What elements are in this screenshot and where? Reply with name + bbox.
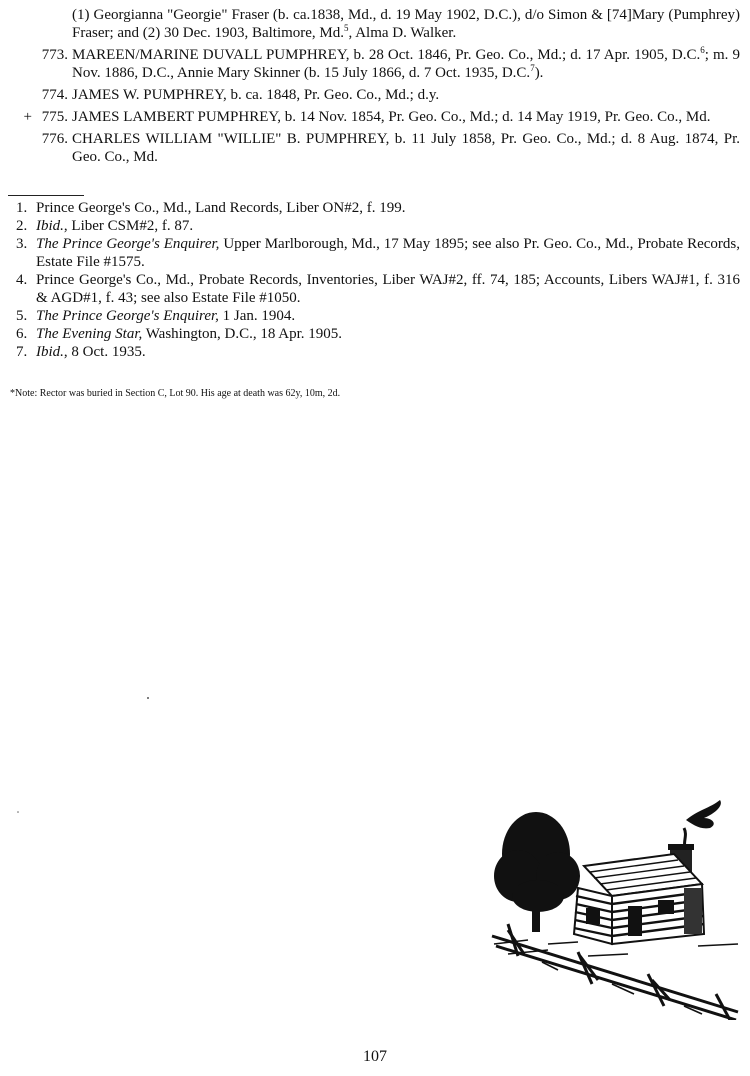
- text-run: ; m. 9 Nov. 1886, D.C., Annie Mary Skinner (b. 15 July 1866, d. 7 Oct. 1935, D.C.: [72, 47, 741, 81]
- text-run: JAMES LAMBERT PUMPHREY, b. 14 Nov. 1854, Pr. Geo. Co., Md.; d. 14 May 1919, Pr. Geo. Co., Md.: [72, 109, 711, 125]
- footnote-number: 7.: [16, 344, 28, 360]
- text-run: , Alma D. Walker.: [348, 25, 457, 41]
- italic-citation: The Prince George's Enquirer,: [36, 308, 219, 324]
- footnote-text: [36, 236, 740, 270]
- text-run: Washington, D.C., 18 Apr. 1905.: [142, 326, 343, 342]
- entry-number: 776.: [41, 131, 68, 147]
- footnote-reference: 5: [344, 23, 349, 33]
- entry-number: 774.: [41, 87, 68, 103]
- footnote-text: [36, 308, 295, 324]
- footnote-reference: 6: [700, 45, 705, 55]
- footnote-number: 4.: [16, 272, 28, 288]
- footnote: [16, 307, 740, 325]
- entry-text: [72, 130, 740, 166]
- genealogy-entry: [18, 46, 740, 82]
- text-run: Prince George's Co., Md., Land Records, Liber ON#2, f. 199.: [36, 200, 406, 216]
- footnote-number: 2.: [16, 218, 28, 234]
- text-run: Upper Marlborough, Md., 17 May 1895; see also Pr. Geo. Co., Md., Probate Records, Estate File #1575.: [36, 236, 740, 270]
- italic-citation: Ibid.: [36, 344, 64, 360]
- italic-citation: Ibid.: [36, 218, 64, 234]
- footnote: [16, 325, 740, 343]
- entry-text: [72, 6, 740, 42]
- text-run: , Liber CSM#2, f. 87.: [63, 218, 194, 234]
- footnote-text: [36, 218, 193, 234]
- footnote-text: [36, 272, 740, 306]
- text-run: CHARLES WILLIAM "WILLIE" B. PUMPHREY, b. 11 July 1858, Pr. Geo. Co., Md.; d. 8 Aug. 1874, Pr. Geo. Co., Md.: [72, 131, 740, 165]
- log-cabin-illustration: [488, 784, 744, 1020]
- footnote: [16, 343, 740, 361]
- genealogy-entry: [18, 86, 740, 104]
- footnote-rule: [8, 195, 84, 196]
- text-run: MAREEN/MARINE DUVALL PUMPHREY, b. 28 Oct. 1846, Pr. Geo. Co., Md.; d. 17 Apr. 1905, D.C.: [72, 47, 701, 63]
- footnote-number: 3.: [16, 236, 28, 252]
- footnote: [16, 235, 740, 271]
- entry-text: [72, 108, 740, 126]
- text-run: ).: [534, 65, 544, 81]
- footnote: [16, 199, 740, 217]
- entry-number: 773.: [41, 47, 68, 63]
- footnote: [16, 271, 740, 307]
- entry-number: 775.: [41, 109, 68, 125]
- entry-marker: +: [23, 109, 32, 125]
- burial-note: *Note: Rector was buried in Section C, Lot 90. His age at death was 62y, 10m, 2d.: [10, 388, 341, 399]
- genealogy-entry: [18, 108, 740, 126]
- footnote-text: [36, 200, 405, 216]
- text-run: JAMES W. PUMPHREY, b. ca. 1848, Pr. Geo. Co., Md.; d.y.: [72, 87, 440, 103]
- footnote-text: [36, 326, 342, 342]
- footnote-number: 6.: [16, 326, 28, 342]
- footnote-number: 1.: [16, 200, 28, 216]
- genealogy-entries: [18, 6, 740, 170]
- text-run: Prince George's Co., Md., Probate Records, Inventories, Liber WAJ#2, ff. 74, 185; Accounts, Libers WAJ#1, f. 316 & AGD#1, f. 43; see also Estate File #1050.: [36, 272, 740, 306]
- entry-text: [72, 46, 740, 82]
- entry-text: [72, 86, 740, 104]
- genealogy-entry: [18, 130, 740, 166]
- footnotes: [16, 199, 740, 361]
- page-number: 107: [363, 1048, 387, 1065]
- italic-citation: The Evening Star,: [36, 326, 143, 342]
- genealogy-entry: [18, 6, 740, 42]
- footnote-reference: 7: [530, 63, 535, 73]
- text-run: (1) Georgianna "Georgie" Fraser (b. ca.1838, Md., d. 19 May 1902, D.C.), d/o Simon & [74]Mary (Pumphrey) Fraser; and (2) 30 Dec. 1903, Baltimore, Md.: [72, 7, 740, 41]
- footnote-text: [36, 344, 146, 360]
- footnote-number: 5.: [16, 308, 28, 324]
- italic-citation: The Prince George's Enquirer,: [36, 236, 220, 252]
- text-run: , 8 Oct. 1935.: [63, 344, 146, 360]
- text-run: 1 Jan. 1904.: [218, 308, 296, 324]
- footnote: [16, 217, 740, 235]
